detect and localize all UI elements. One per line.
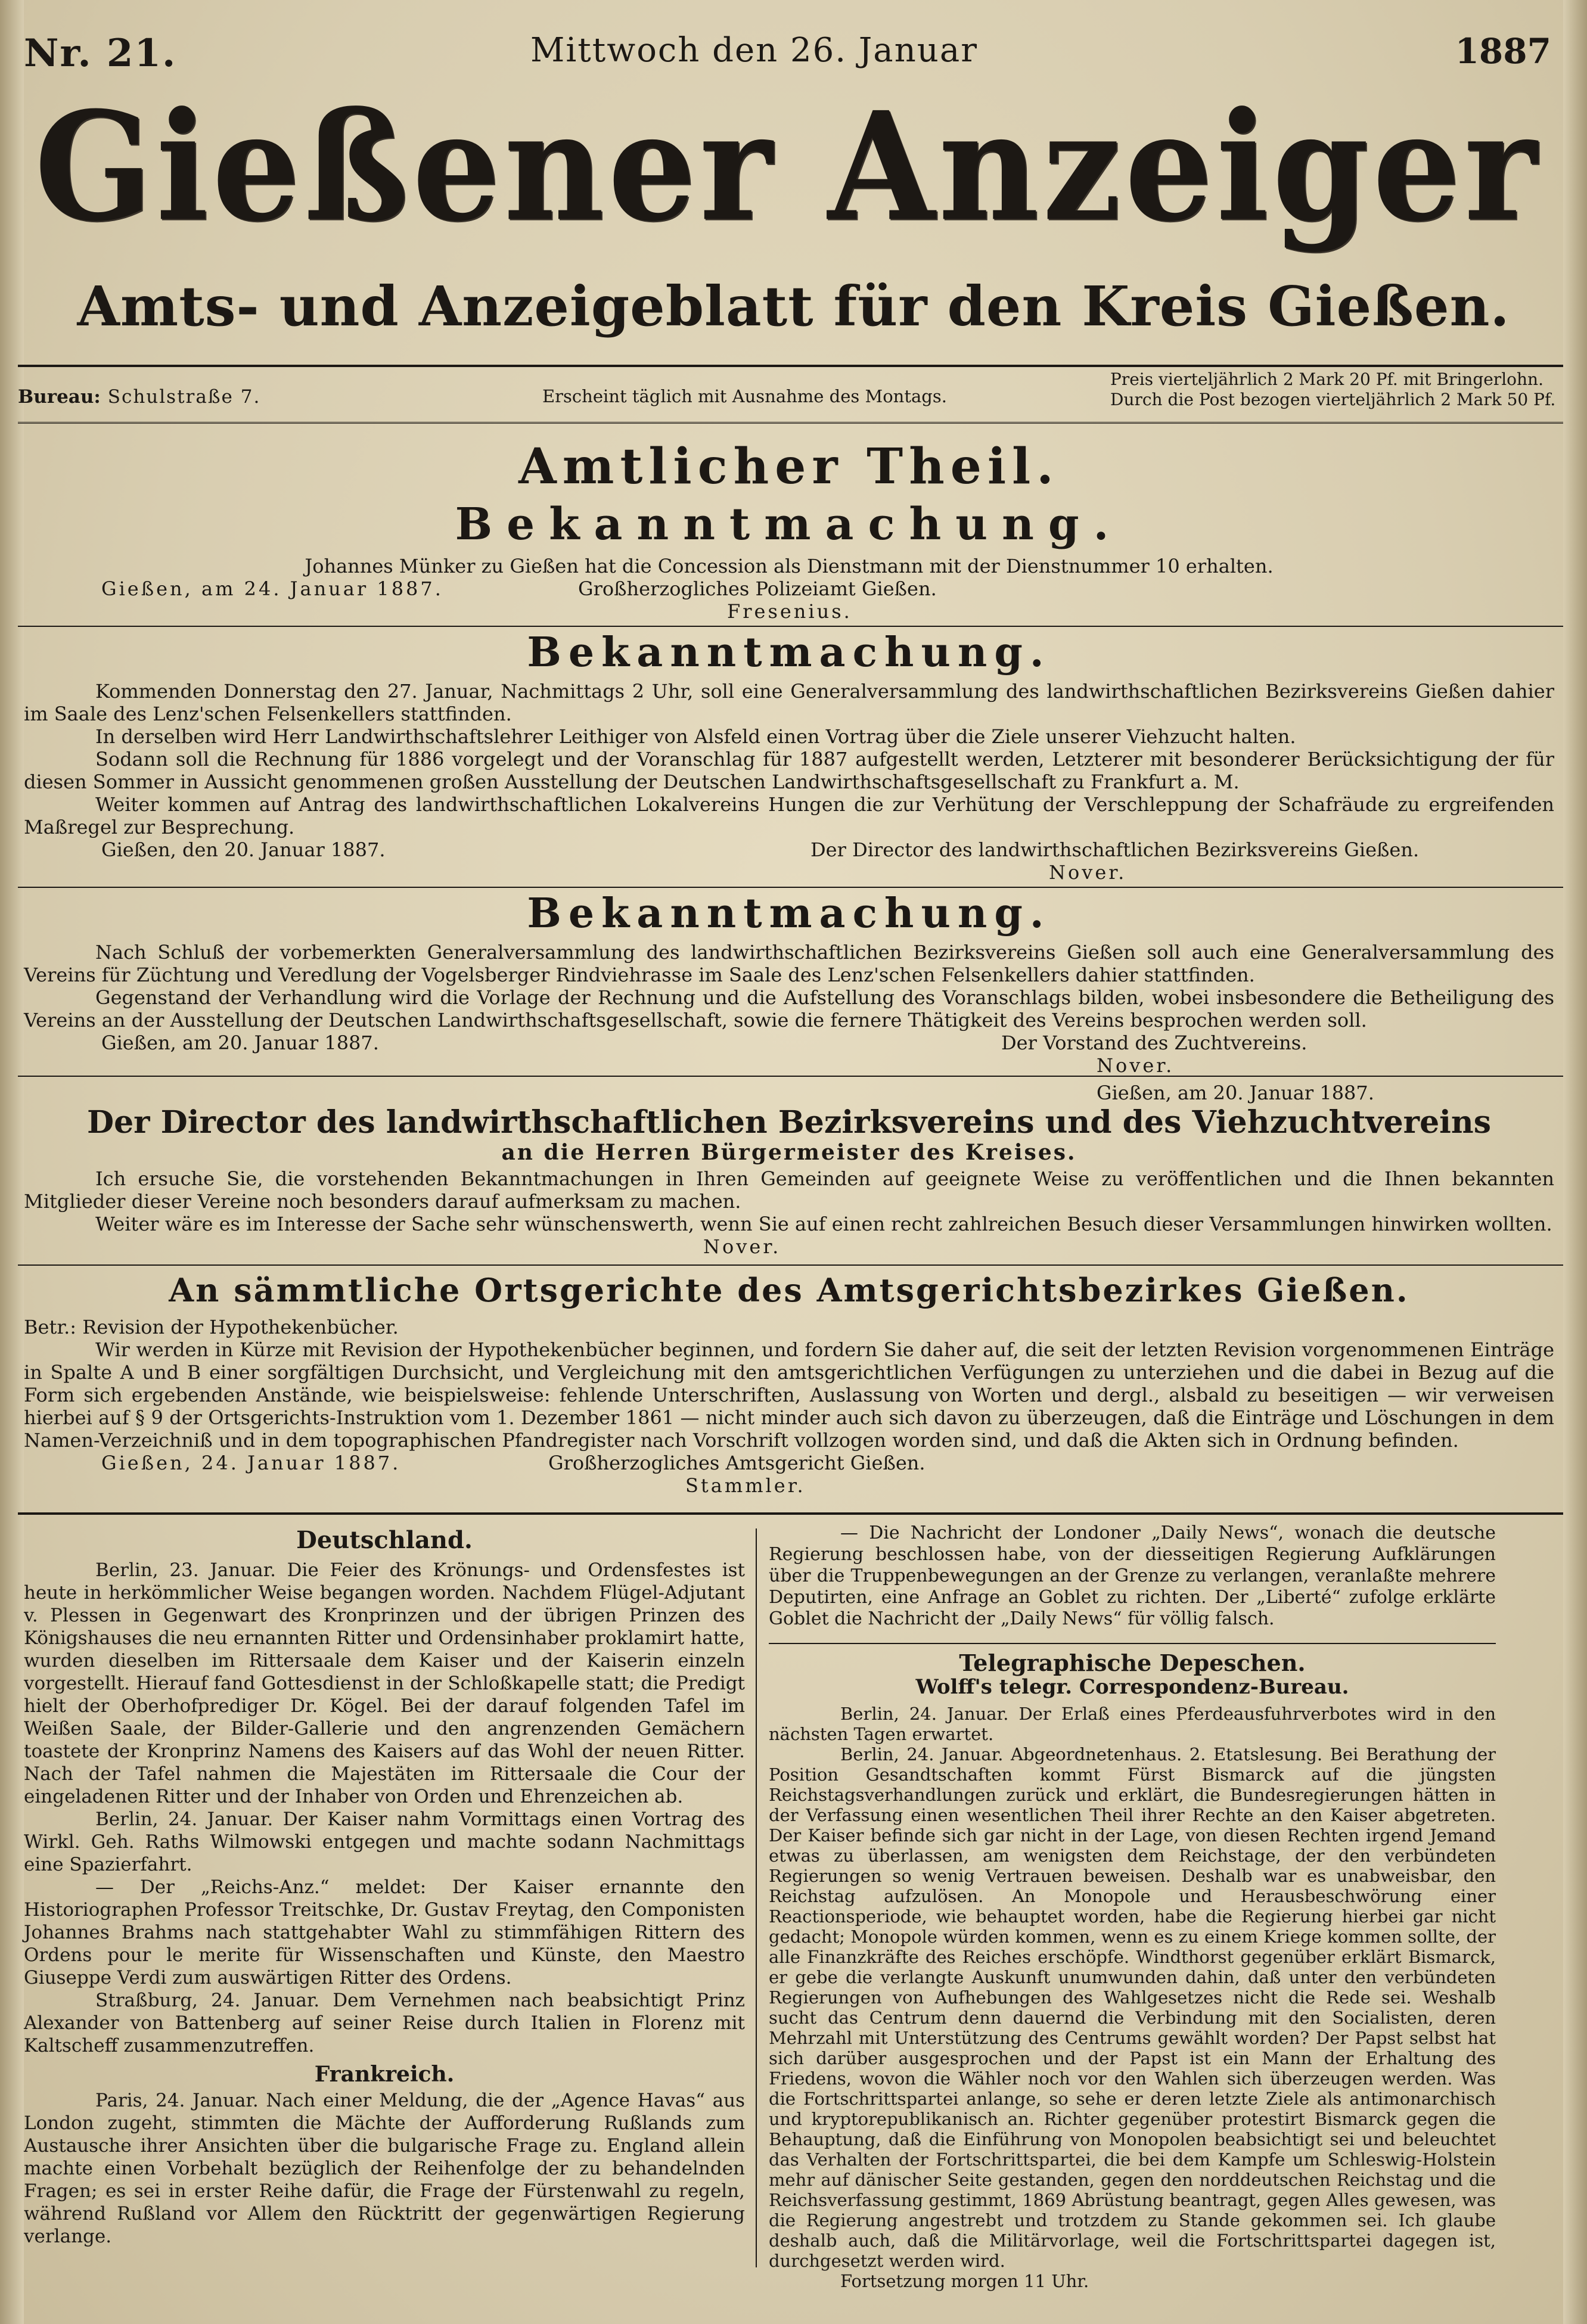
section-telegraph: Telegraphische Depeschen. [959, 1649, 1306, 1676]
article-daily-news: — Die Nachricht der Londoner „Daily News“, wonach die deutsche Regierung beschlossen habe, von der diesseitigen Regierung Aufklärungen über die Truppenbewegungen an der Grenze zu verlangen, veranlaßte mehrere Deputirten, eine Anfrage an Goblet zu richten. Der „Liberté“ zufolge erklärte Goblet die Nachricht der „Daily News“ für völlig falsch. [769, 1523, 1496, 1629]
rule-telegraph [769, 1643, 1496, 1644]
notice-5-para-1: Wir werden in Kürze mit Revision der Hypothekenbücher beginnen, und fordern Sie daher auf, die seit der letzten Revision vorgenommenen Einträge in Spalte A und B einer sorgfältigen Durchsicht, und Vergleichung mit den amtsgerichtlichen Verfügungen zu unterziehen und die dabei in Bezug auf die Form sich ergebenden Anstände, wie beispielsweise: fehlende Unterschriften, Auslassung von Worten und dergl., alsbald zu beseitigen — wir verweisen hierbei auf § 9 der Ortsgerichts-Instruktion vom 1. Dezember 1861 — nicht minder auch sich davon zu überzeugen, daß die Einträge und Löschungen in dem Namen-Verzeichniß und in dem topographischen Pfandregister nach Vorschrift vollzogen worden sind, und daß die Akten sich in Ordnung befinden. [24, 1338, 1554, 1452]
notice-5-signer: Stammler. [685, 1474, 806, 1497]
notice-4-para-2: Weiter wäre es im Interesse der Sache sehr wünschenswerth, wenn Sie auf einen recht zahlreichen Besuch dieser Versammlungen hinwirken wollten. [95, 1213, 1552, 1235]
notice-2 [24, 629, 1554, 884]
section-deutschland: Deutschland. [296, 1526, 473, 1554]
notice-2-para-2: In derselben wird Herr Landwirthschaftslehrer Leithiger von Alsfeld einen Vortrag über die Ziele unserer Viehzucht halten. [95, 725, 1296, 748]
notice-5-footer: Gießen, 24. Januar 1887. Großherzogliches Amtsgericht Gießen. [101, 1452, 926, 1474]
notice-3-para-1: Nach Schluß der vorbemerkten Generalversammlung des landwirthschaftlichen Bezirksvereins Gießen soll auch eine Generalversammlung des Vereins für Züchtung und Veredlung der Vogelsberger Rindviehrasse im Saale des Lenz'schen Felsenkellers dahier stattfinden. [24, 941, 1554, 986]
notice-3-footer: Gießen, am 20. Januar 1887. Der Vorstand des Zuchtvereins. [101, 1031, 1308, 1054]
section-frankreich: Frankreich. [314, 2062, 455, 2087]
notice-2-footer: Gießen, den 20. Januar 1887. Der Director des landwirthschaftlichen Bezirksvereins Gießen. [101, 838, 1420, 861]
article-reichs-anz: — Der „Reichs-Anz.“ meldet: Der Kaiser ernannte den Historiographen Professor Treitschke, Dr. Gustav Freytag, den Componisten Johannes Brahms nach stattgehabter Wahl zu stimmfähigen Rittern des Ordens pour le merite für Wissenschaften und Künste, den Maestro Giuseppe Verdi zum auswärtigen Ritter des Ordens. [24, 1876, 745, 1989]
masthead-rule-bottom [18, 422, 1563, 426]
rule-4 [18, 1264, 1563, 1266]
notice-3-para-2: Gegenstand der Verhandlung wird die Vorlage der Rechnung und die Aufstellung des Voranschlags bilden, wobei insbesondere die Betheiligung des Vereins an der Ausstellung der Deutschen Landwirthschaftsgesellschaft, sowie die fernere Thätigkeit des Vereins besprochen werden soll. [24, 986, 1554, 1031]
notice-4-signer: Nover. [703, 1235, 781, 1258]
issue-date: Mittwoch den 26. Januar [530, 31, 978, 70]
page-edge-right [1563, 0, 1587, 2324]
notice-2-title: Bekanntmachung. [527, 629, 1051, 676]
bureau-info: Bureau: Schulstraße 7. [18, 386, 261, 408]
newspaper-subtitle: Amts- und Anzeigeblatt für den Kreis Gießen. [77, 274, 1510, 338]
official-section-heading: Amtlicher Theil. [518, 438, 1060, 495]
telegram-1: Berlin, 24. Januar. Der Erlaß eines Pferdeausfuhrverbotes wird in den nächsten Tagen erwartet. [769, 1704, 1496, 1744]
telegram-continued: Fortsetzung morgen 11 Uhr. [840, 2271, 1089, 2291]
left-column [24, 1525, 745, 2248]
article-strassburg: Straßburg, 24. Januar. Dem Vernehmen nach beabsichtigt Prinz Alexander von Battenberg auf seiner Reise durch Italien in Florenz mit Kaltscheff zusammenzutreffen. [24, 1990, 745, 2056]
page-edge-left [0, 0, 24, 2324]
notice-2-para-1: Kommenden Donnerstag den 27. Januar, Nachmittags 2 Uhr, soll eine Generalversammlung des landwirthschaftlichen Bezirksvereins Gießen dahier im Saale des Lenz'schen Felsenkellers stattfinden. [24, 680, 1554, 725]
rule-3 [18, 1076, 1563, 1077]
subscription-price: Preis vierteljährlich 2 Mark 20 Pf. mit Bringerlohn. Durch die Post bezogen vierteljährlich 2 Mark 50 Pf. [1110, 369, 1556, 409]
notice-2-signer: Nover. [1049, 861, 1127, 884]
info-bar [18, 369, 1563, 417]
notice-3-signer: Nover. [1097, 1054, 1175, 1077]
notice-3 [24, 890, 1554, 1077]
section-telegraph-subtitle: Wolff's telegr. Correspondenz-Bureau. [915, 1675, 1349, 1699]
article-berlin-24: Berlin, 24. Januar. Der Kaiser nahm Vormittags einen Vortrag des Wirkl. Geh. Raths Wilmowski entgegen und machte sodann Nachmittags eine Spazierfahrt. [24, 1809, 745, 1875]
notice-5-title: An sämmtliche Ortsgerichte des Amtsgerichtsbezirkes Gießen. [169, 1271, 1409, 1309]
notice-2-para-3: Sodann soll die Rechnung für 1886 vorgelegt und der Voranschlag für 1887 aufgestellt werden, Letzterer mit besonderer Berücksichtigung der für diesen Sommer in Aussicht genommenen großen Ausstellung der Deutschen Landwirthschaftsgesellschaft zu Frankfurt a. M. [24, 748, 1554, 793]
notice-1-signer: Fresenius. [727, 600, 852, 623]
article-berlin-23: Berlin, 23. Januar. Die Feier des Krönungs- und Ordensfestes ist heute in herkömmlicher Weise begangen worden. Nachdem Flügel-Adjutant v. Plessen in Gegenwart des Kronprinzen und der übrigen Prinzen des Königshauses die neu ernannten Ritter und Ordensinhaber proklamirt hatte, wurden dieselben im Rittersaale dem Kaiser und der Kaiserin einzeln vorgestellt. Hierauf fand Gottesdienst in der Schloßkapelle statt; die Predigt hielt der Oberhofprediger Dr. Kögel. Bei der darauf folgenden Tafel im Weißen Saale, der Bilder-Gallerie und den angrenzenden Gemächern toastete der Kronprinz Namens des Kaisers auf das Wohl der neuen Ritter. Nach der Tafel nahmen die Majestäten im Rittersaale die Cour der eingeladenen Ritter und der Inhaber von Orden und Ehrenzeichen ab. [24, 1559, 745, 1807]
newspaper-title: Gießener Anzeiger [34, 79, 1541, 254]
notice-1-text: Johannes Münker zu Gießen hat die Concession als Dienstmann mit der Dienstnummer 10 erhalten. [305, 555, 1274, 577]
notice-1-title: Bekanntmachung. [455, 499, 1123, 550]
telegram-2: Berlin, 24. Januar. Abgeordnetenhaus. 2. Etatslesung. Bei Berathung der Position Gesandtschaften kommt Fürst Bismarck auf die jüngsten Reichstagsverhandlungen zurück und erklärt, die Bundesregierungen hätten in der Verfassung einen wesentlichen Theil ihrer Rechte an den Kaiser abgetreten. Der Kaiser befinde sich gar nicht in der Lage, von diesen Rechten irgend Jemand etwas zu überlassen, am wenigsten dem Reichstage, der den verbündeten Regierungen so wenig Vertrauen beweisen. Deshalb war es unabweisbar, den Reichstag aufzulösen. An Monopole und Herausbeschwörung einer Reactionsperiode, wie behauptet worden, habe die Regierung hierbei gar nicht gedacht; Monopole würden kommen, wenn es zu einem Kriege kommen sollte, der alle Finanzkräfte des Reiches erschöpfe. Windthorst gegenüber erklärt Bismarck, er gebe die verlangte Auskunft unumwunden dahin, daß unter den verbündeten Regierungen von Aufhebungen des Wahlgesetzes nicht die Rede sei. Weshalb sucht das Centrum denn dauernd die Verbindung mit den Socialisten, deren Mehrzahl mit Unterstützung des Centrums gewählt worden? Der Papst selbst hat sich darüber ausgesprochen und der Papst ist ein Mann der Erhaltung des Friedens, wovon die Wähler noch vor den Wahlen sich überzeugen werden. Was die Fortschrittspartei anlange, so sehe er deren letzte Ziele als antimonarchisch und kryptorepublikanisch an. Richter gegenüber protestirt Bismarck gegen die Behauptung, daß die Einführung von Monopolen beabsichtigt sei und beleuchtet das Verhalten der Fortschrittspartei, die bei dem Kampfe um Schleswig-Holstein mehr auf dänischer Seite gestanden, gegen den norddeutschen Reichstag und die Reichsverfassung gestimmt, 1869 Abrüstung beantragt, gegen Alles gewesen, was die Regierung angestrebt und trotzdem zu Stande gekommen sei. Ich glaube deshalb auch, daß die Militärvorlage, weil die Fortschrittspartei dagegen ist, durchgesetzt werden wird. [769, 1744, 1496, 2271]
column-separator [756, 1528, 757, 2267]
notice-1-footer: Gießen, am 24. Januar 1887. Großherzogliches Polizeiamt Gießen. [101, 577, 937, 600]
notice-4-subtitle: an die Herren Bürgermeister des Kreises. [501, 1140, 1077, 1165]
notice-5 [24, 1269, 1554, 1497]
issue-year: 1887 [1455, 31, 1551, 72]
official-section [24, 438, 1554, 623]
rule-1 [18, 626, 1563, 627]
notice-4 [24, 1082, 1554, 1258]
notice-4-para-1: Ich ersuche Sie, die vorstehenden Bekanntmachungen in Ihren Gemeinden auf geeignete Weise zu veröffentlichen und die Ihnen bekannten Mitglieder dieser Vereine noch besonders darauf aufmerksam zu machen. [24, 1167, 1554, 1213]
notice-4-title: Der Director des landwirthschaftlichen Bezirksvereins und des Viehzuchtvereins [87, 1104, 1491, 1141]
right-column [769, 1523, 1496, 2291]
issue-number: Nr. 21. [24, 31, 177, 76]
rule-2 [18, 887, 1563, 888]
publication-schedule: Erscheint täglich mit Ausnahme des Montags. [542, 386, 947, 406]
notice-3-title: Bekanntmachung. [527, 890, 1051, 937]
notice-5-subject: Betr.: Revision der Hypothekenbücher. [24, 1316, 399, 1338]
notice-4-date: Gießen, am 20. Januar 1887. [1097, 1082, 1374, 1104]
rule-5 [18, 1512, 1563, 1515]
notice-2-para-4: Weiter kommen auf Antrag des landwirthschaftlichen Lokalvereins Hungen die zur Verhütung der Verschleppung der Schafräude zu ergreifenden Maßregel zur Besprechung. [24, 793, 1554, 838]
masthead-rule-top [18, 365, 1563, 367]
article-paris: Paris, 24. Januar. Nach einer Meldung, die der „Agence Havas“ aus London zugeht, stimmten die Mächte der Aufforderung Rußlands zum Austausche ihrer Ansichten über die bulgarische Frage zu. England allein machte einen Vorbehalt bezüglich der Reihenfolge der zu behandelnden Fragen; es sei in erster Reihe dafür, die Frage der Fürstenwahl zu regeln, während Rußland vor Allem den Rücktritt der gegenwärtigen Regierung verlange. [24, 2090, 745, 2247]
